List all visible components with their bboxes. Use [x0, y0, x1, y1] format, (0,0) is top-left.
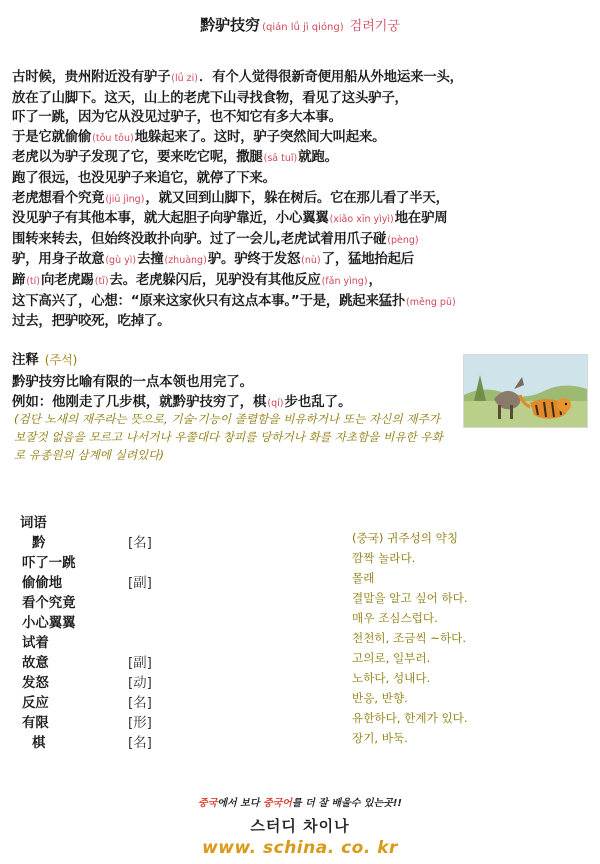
vocab-meaning-korean: 노하다, 성내다.	[352, 671, 431, 685]
title-pinyin: (qián lǘ jì qióng)	[262, 22, 344, 33]
vocab-word: 有限	[22, 716, 49, 731]
story-text-segment: 过去，把驴咬死，吃掉了。	[12, 314, 171, 330]
tagline-part-2: 에서 보다	[217, 798, 263, 809]
vocab-word: 小心翼翼	[22, 616, 76, 631]
title-hanzi: 黔驴技穷	[200, 16, 261, 34]
tagline-part-4: 를 더 잘 배울수 있는곳!!	[291, 798, 402, 809]
pinyin-annotation: (lǘ zi)	[171, 73, 199, 84]
pinyin-annotation: (fǎn yìng)	[321, 275, 368, 287]
story-line	[12, 292, 598, 313]
story-line	[12, 108, 598, 128]
title-korean: 검려기궁	[349, 19, 400, 34]
story-text-segment: 吓了一跳，因为它从没见过驴子，也不知它有多大本事。	[12, 110, 342, 126]
story-line	[12, 169, 598, 189]
pinyin-annotation: (tī)	[94, 275, 109, 287]
vocab-part-of-speech: [副]	[128, 656, 152, 671]
pinyin-annotation: (tōu tōu)	[92, 132, 134, 144]
pinyin-annotation: (měng pū)	[406, 296, 456, 308]
vocab-meaning-korean: 몰래	[352, 571, 375, 585]
story-line	[12, 312, 598, 332]
vocab-part-of-speech: [副]	[128, 576, 152, 591]
vocab-word: 反应	[22, 696, 49, 711]
story-text-segment: 老虎以为驴子发现了它，要来吃它呢，撒腿	[12, 150, 263, 166]
notes-korean-explanation: (검단 노새의 재주라는 뜻으로, 기술·기능이 졸렬함을 비유하거나 또는 자신의 재주가 보잘것 없음을 모르고 나서거나 우쭐대다 창피를 당하거나 화를 자초함을 비유한 우화로 유종원의 삼계에 실려있다)	[14, 412, 443, 462]
vocab-meaning-korean: 유한하다, 한계가 있다.	[352, 711, 468, 725]
story-line	[12, 148, 598, 169]
vocab-part-of-speech: [名]	[128, 536, 152, 551]
pinyin-annotation: (pèng)	[387, 234, 419, 246]
story-text-segment: 这下高兴了，心想：“原来这家伙只有这点本事。”于是，跳起来猛扑	[12, 293, 406, 309]
vocab-meaning-korean: 장기, 바둑.	[352, 731, 408, 745]
story-line	[12, 271, 598, 292]
notes-line-2-pinyin: (qí)	[267, 398, 284, 409]
vocab-meaning-korean: 반응, 반향.	[352, 691, 408, 705]
story-line	[12, 250, 598, 271]
story-text-segment: 于是它就偷偷	[12, 129, 92, 145]
pinyin-annotation: (xiǎo xīn yìyì)	[329, 214, 394, 226]
story-text-segment: 地躲起来了。这时，驴子突然间大叫起来。	[134, 129, 386, 145]
notes-heading-text: 注释	[12, 353, 39, 368]
story-text-segment: 驴。驴终于发怒	[207, 252, 301, 268]
footer-url-link[interactable]: www. schina. co. kr	[202, 838, 398, 858]
illustration-image	[464, 355, 587, 427]
tiger-donkey-illustration	[463, 354, 588, 428]
pinyin-annotation: (jiū jìng)	[105, 193, 145, 205]
story-text-segment: 驴，用身子故意	[12, 252, 105, 268]
vocab-heading: 词语	[20, 516, 47, 531]
story-text-segment: ．有个人觉得很新奇便用船从外地运来一头，	[199, 70, 463, 85]
story-text-segment: 围转来转去，但始终没敢扑向驴。过了一会儿,老虎试着用爪子碰	[12, 231, 387, 247]
story-text-segment: 向老虎踢	[40, 272, 94, 288]
story-text-segment: 没见驴子有其他本事，就大起胆子向驴靠近，小心翼翼	[12, 211, 329, 227]
vocab-word: 偷偷地	[22, 576, 63, 591]
vocab-word: 黔	[32, 536, 46, 551]
story-text-segment: 跑了很远，也没见驴子来追它，就停了下来。	[12, 170, 276, 186]
notes-line-2	[12, 391, 351, 410]
vocab-word: 吓了一跳	[22, 556, 76, 571]
story-line	[12, 128, 598, 149]
story-text-segment: ，就又回到山脚下，躲在树后。它在那儿看了半天，	[145, 190, 449, 206]
footer-tagline	[0, 794, 600, 809]
story-text-segment: 就跑。	[298, 150, 338, 166]
story-text-segment: ，	[368, 272, 382, 288]
story-text-segment: 放在了山脚下。这天，山上的老虎下山寻找食物，看见了这头驴子，	[12, 90, 408, 106]
story-text-segment: 地在驴周	[394, 211, 448, 227]
vocab-word: 故意	[22, 656, 49, 671]
vocab-meaning-korean: 고의로, 일부러.	[352, 651, 431, 665]
vocab-part-of-speech: [动]	[128, 676, 152, 691]
story-line	[12, 89, 598, 109]
vocab-meaning-korean: 깜짝 놀라다.	[352, 551, 416, 565]
notes-line-2-b: 步也乱了。	[284, 395, 352, 410]
footer-brand: 스터디 차이나	[250, 817, 350, 835]
vocab-meaning-korean: 천천히, 조금씩 ~하다.	[352, 631, 467, 645]
vocab-word: 试着	[22, 636, 49, 651]
tagline-part-3: 중국어	[262, 798, 292, 809]
pinyin-annotation: (nù)	[301, 255, 321, 267]
vocab-meaning-korean: (중국) 귀주성의 약칭	[352, 531, 459, 545]
vocab-meaning-korean: 결말을 알고 싶어 하다.	[352, 591, 468, 605]
story-text-segment: 去撞	[137, 252, 164, 268]
notes-line-1: 黔驴技穷比喻有限的一点本领也用完了。	[12, 375, 254, 390]
story-text	[12, 68, 598, 332]
vocab-word: 发怒	[22, 676, 49, 691]
notes-heading-korean: (주석)	[44, 353, 78, 367]
story-text-segment: 了，猛地抬起后	[321, 252, 414, 268]
story-text-segment: 蹄	[12, 272, 26, 288]
story-text-segment: 去。老虎躲闪后，见驴没有其他反应	[109, 272, 321, 288]
vocab-word: 棋	[32, 736, 46, 751]
story-text-segment: 老虎想看个究竟	[12, 190, 105, 206]
story-line	[12, 189, 598, 210]
pinyin-annotation: (sā tuǐ)	[263, 153, 298, 165]
pinyin-annotation: (gù yì)	[105, 255, 137, 267]
story-line	[12, 230, 598, 251]
vocab-part-of-speech: [形]	[128, 716, 152, 731]
pinyin-annotation: (tí)	[26, 275, 40, 287]
tagline-part-1: 중국	[198, 798, 218, 809]
footer	[0, 794, 600, 858]
notes-heading	[12, 349, 77, 368]
vocab-meaning-korean: 매우 조심스럽다.	[352, 611, 438, 625]
vocab-part-of-speech: [名]	[128, 696, 152, 711]
vocab-word: 看个究竟	[22, 596, 76, 611]
pinyin-annotation: (zhuàng)	[164, 255, 207, 267]
story-text-segment: 古时候，贵州附近没有驴子	[12, 70, 171, 85]
story-line	[12, 68, 598, 89]
vocab-part-of-speech: [名]	[128, 736, 152, 751]
notes-line-2-a: 例如：他刚走了几步棋，就黔驴技穷了，棋	[12, 395, 267, 410]
story-line	[12, 209, 598, 230]
